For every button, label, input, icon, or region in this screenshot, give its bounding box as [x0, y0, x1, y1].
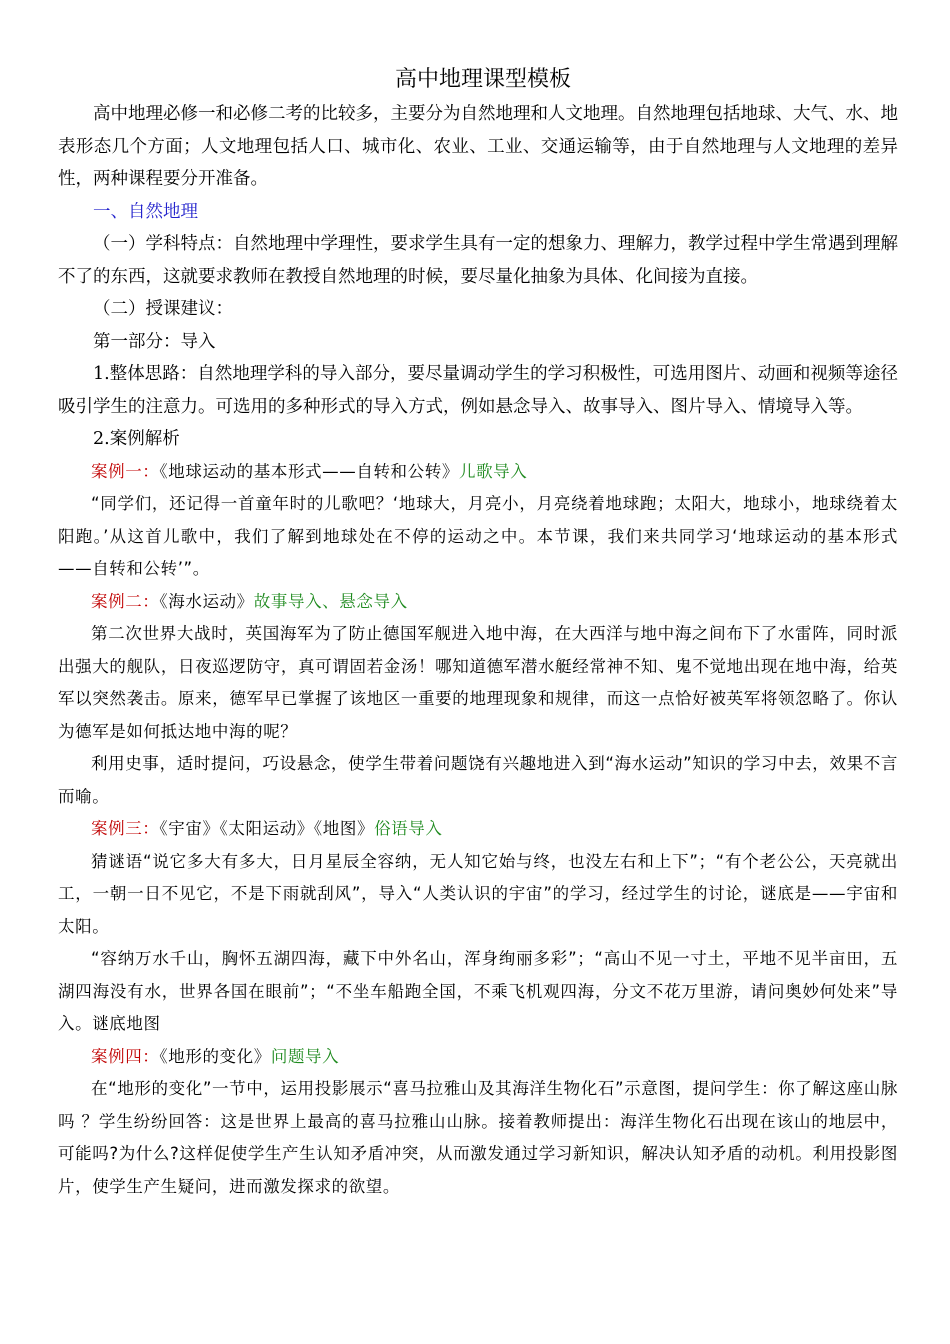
case4-topic: 《地形的变化》 — [159, 1046, 271, 1066]
intro-paragraph: 高中地理必修一和必修二考的比较多，主要分为自然地理和人文地理。自然地理包括地球、大气、水、地表形态几个方面；人文地理包括人口、城市化、农业、工业、交通运输等，由于自然地理与人文地理的差异性，两种课程要分开准备。 — [58, 104, 898, 189]
case1-method: 儿歌导入 — [458, 461, 528, 481]
case4-heading — [58, 1041, 898, 1074]
case3-body2: “容纳万水千山，胸怀五湖四海，藏下中外名山，浑身绚丽多彩”；“高山不见一寸土，平地不见半亩田，五湖四海没有水，世界各国在眼前”；“不坐车船跑全国，不乘飞机观四海，分文不花万里游，请问奥妙何处来”导入。谜底地图 — [58, 949, 898, 1033]
case3-heading — [58, 813, 898, 846]
case1-topic: 《地球运动的基本形式——自转和公转》 — [159, 461, 459, 481]
subject-features-paragraph: （一）学科特点：自然地理中学理性，要求学生具有一定的想象力、理解力，教学过程中学生常遇到理解不了的东西，这就要求教师在教授自然地理的时候，要尽量化抽象为具体、化间接为直接。 — [58, 234, 898, 287]
case4-body: 在“地形的变化”一节中，运用投影展示“喜马拉雅山及其海洋生物化石”示意图，提问学生：你了解这座山脉吗 ？学生纷纷回答：这是世界上最高的喜马拉雅山山脉。接着教师提出：海洋生物化石出现在该山的地层中，可能吗?为什么?这样促使学生产生认知矛盾冲突，从而激发通过学习新知识，解决认知矛盾的动机。利用投影图片，使学生产生疑问，进而激发探求的欲望。 — [58, 1079, 898, 1196]
case1-label: 案例一： — [91, 461, 160, 481]
case3-label: 案例三： — [91, 819, 160, 838]
case-analysis-heading: 2.案例解析 — [93, 429, 180, 449]
case3-method: 俗语导入 — [374, 819, 443, 838]
case2-heading — [58, 586, 898, 619]
part1-heading: 第一部分：导入 — [93, 331, 216, 352]
document-title: 高中地理课型模板 — [394, 67, 571, 92]
section-heading-physical-geography: 一、自然地理 — [93, 201, 198, 222]
case2-topic: 《海水运动》 — [159, 591, 254, 611]
overall-idea-paragraph: 1.整体思路：自然地理学科的导入部分，要尽量调动学生的学习积极性，可选用图片、动画和视频等途径吸引学生的注意力。可选用的多种形式的导入方式，例如悬念导入、故事导入、图片导入、情境导入等。 — [58, 364, 898, 417]
case4-method: 问题导入 — [270, 1046, 340, 1066]
case1-body: “同学们，还记得一首童年时的儿歌吧？‘地球大，月亮小，月亮绕着地球跑；太阳大，地球小，地球绕着太阳跑。’从这首儿歌中，我们了解到地球处在不停的运动之中。本节课，我们来共同学习‘地球运动的基本形式——自转和公转’”。 — [58, 494, 898, 578]
case4-label: 案例四： — [91, 1046, 160, 1066]
case2-body2: 利用史事，适时提问，巧设悬念，使学生带着问题饶有兴趣地进入到“海水运动”知识的学习中去，效果不言而喻。 — [58, 754, 898, 806]
teaching-advice-heading: （二）授课建议： — [93, 299, 233, 319]
case3-topic: 《宇宙》《太阳运动》《地图》 — [159, 819, 375, 838]
case2-method: 故事导入、悬念导入 — [253, 591, 408, 611]
case2-body: 第二次世界大战时，英国海军为了防止德国军舰进入地中海，在大西洋与地中海之间布下了水雷阵，同时派出强大的舰队，日夜巡逻防守，真可谓固若金汤！哪知道德军潜水艇经常神不知、鬼不觉地出现在地中海，给英军以突然袭击。原来，德军早已掌握了该地区一重要的地理现象和规律，而这一点恰好被英军将领忽略了。你认为德军是如何抵达地中海的呢？ — [58, 624, 898, 741]
case2-label: 案例二： — [91, 591, 160, 611]
case3-body: 猜谜语“说它多大有多大，日月星辰全容纳，无人知它始与终，也没左右和上下”；“有个老公公，天亮就出工，一朝一日不见它，不是下雨就刮风”，导入“人类认识的宇宙”的学习，经过学生的讨论，谜底是——宇宙和太阳。 — [58, 851, 898, 936]
case1-heading — [58, 456, 898, 489]
